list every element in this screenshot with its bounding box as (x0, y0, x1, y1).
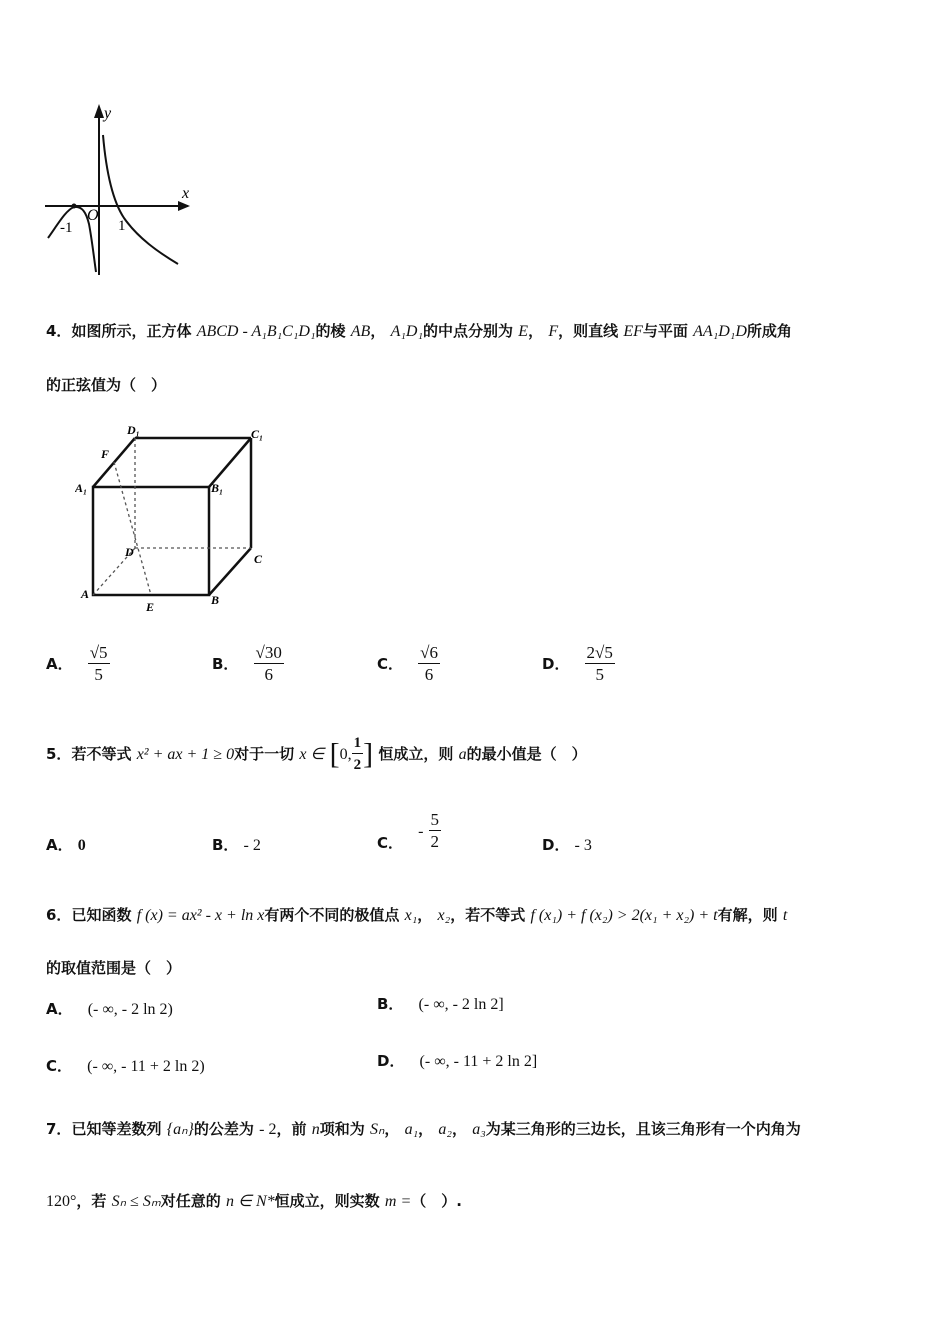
q7-line1: 7．已知等差数列 {aₙ}的公差为 - 2，前 n项和为 Sₙ， a₁， a₂， a₃为某三角形的三边长，且该三角形有一个内角为 (46, 1120, 801, 1138)
segment-EF (114, 462, 151, 595)
tick-neg1: -1 (60, 220, 73, 236)
q4-option-d[interactable]: D． $\frac{2√5}{5}$ (542, 643, 613, 684)
label-A1: A₁ (75, 481, 88, 495)
label-C: C (254, 552, 263, 566)
y-axis-arrow (94, 104, 104, 118)
q4-option-c[interactable]: C． $\frac{√6}{6}$ (377, 643, 438, 684)
cube-figure (75, 424, 290, 619)
q4-number: 4． (46, 322, 72, 340)
label-B: B (211, 593, 220, 607)
q6-line2: 的取值范围是（ ） (46, 959, 182, 977)
q6-option-c[interactable]: C． (- ∞, - 11 + 2 ln 2) (46, 1057, 205, 1075)
q4-line1: 4．如图所示，正方体 ABCD - A₁B₁C₁D₁的棱 AB， A₁D₁的中点分别为 E， F，则直线 EF与平面 AA₁D₁D所成角 (46, 322, 792, 340)
q6-line1: 6．已知函数 f (x) = ax² - x + ln x有两个不同的极值点 x₁， x₂，若不等式 f (x₁) + f (x₂) > 2(x₁ + x₂) + t有解，则 t (46, 906, 788, 924)
q5-option-b[interactable]: B． - 2 (212, 836, 261, 854)
q4-line2: 的正弦值为（ ） (46, 376, 167, 394)
q7-line2: 120°，若 Sₙ ≤ Sₘ对任意的 n ∈ N*恒成立，则实数 m =（ ）. (46, 1192, 462, 1210)
label-C1: C₁ (251, 427, 264, 441)
q4-option-a[interactable]: A． $\frac{√5}{5}$ (46, 643, 108, 684)
label-E: E (146, 600, 155, 614)
q5-option-c[interactable]: C． - $\frac{5}{2}$ (377, 810, 440, 852)
label-D1: D₁ (127, 424, 140, 437)
x-axis-arrow (178, 201, 190, 211)
curve-right-branch (103, 135, 178, 264)
label-F: F (101, 447, 110, 461)
x-label: x (182, 185, 190, 202)
edge-B1-C1 (209, 438, 251, 487)
q5-number: 5． (46, 745, 72, 763)
cube-front-face (93, 487, 209, 595)
point-neg1 (72, 204, 77, 209)
q5-line1: 5．若不等式 x² + ax + 1 ≥ 0对于一切 x ∈ [0, $\frac{1}{2}$ ] 恒成立，则 a的最小值是（ ） (46, 735, 587, 773)
q6-number: 6． (46, 906, 72, 924)
origin-label: O (87, 207, 99, 224)
label-A: A (81, 587, 90, 601)
q5-option-d[interactable]: D． - 3 (542, 836, 592, 854)
q5-option-a[interactable]: A． 0 (46, 836, 86, 854)
q6-option-d[interactable]: D． (- ∞, - 11 + 2 ln 2] (377, 1052, 538, 1070)
q4-option-b[interactable]: B． $\frac{√30}{6}$ (212, 643, 282, 684)
q7-number: 7． (46, 1120, 72, 1138)
edge-B-C (209, 548, 251, 595)
tick-1: 1 (118, 218, 126, 234)
function-graph (40, 100, 200, 280)
label-D: D (125, 545, 134, 559)
label-B1: B₁ (211, 481, 224, 495)
y-label: y (104, 105, 112, 122)
q6-option-b[interactable]: B． (- ∞, - 2 ln 2] (377, 995, 504, 1013)
q4-cube-name: ABCD - A₁B₁C₁D₁ (196, 323, 316, 340)
q6-option-a[interactable]: A． (- ∞, - 2 ln 2) (46, 1000, 173, 1018)
